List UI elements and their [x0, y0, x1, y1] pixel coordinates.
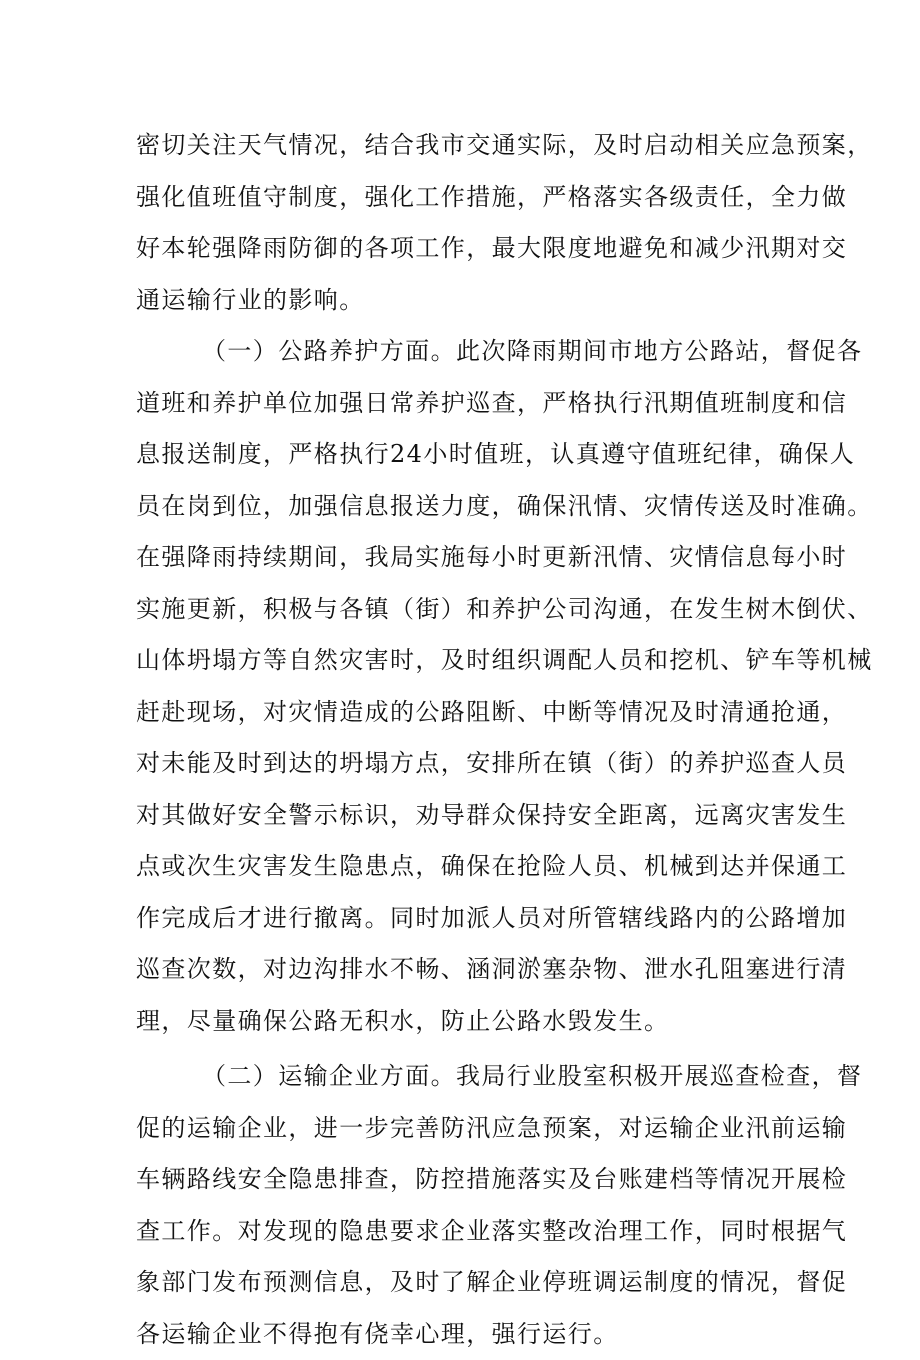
text-line: 各运输企业不得抱有侥幸心理，强行运行。	[136, 1309, 800, 1360]
text-line: 道班和养护单位加强日常养护巡查，严格执行汛期值班制度和信	[136, 378, 800, 430]
paragraph-road-maintenance	[136, 326, 800, 1047]
text-line: 对其做好安全警示标识，劝导群众保持安全距离，远离灾害发生	[136, 790, 800, 842]
text-line: 在强降雨持续期间，我局实施每小时更新汛情、灾情信息每小时	[136, 532, 800, 584]
text-line: 通运输行业的影响。	[136, 275, 800, 327]
text-line: 山体坍塌方等自然灾害时，及时组织调配人员和挖机、铲车等机械	[136, 635, 800, 687]
text-line: 理，尽量确保公路无积水，防止公路水毁发生。	[136, 996, 800, 1048]
text-line: 促的运输企业，进一步完善防汛应急预案，对运输企业汛前运输	[136, 1103, 800, 1155]
paragraph-transport-enterprises	[136, 1051, 800, 1360]
text-line: 实施更新，积极与各镇（街）和养护公司沟通，在发生树木倒伏、	[136, 584, 800, 636]
text-line: 员在岗到位，加强信息报送力度，确保汛情、灾情传送及时准确。	[136, 481, 800, 533]
document-body	[136, 120, 800, 1360]
text-line: 强化值班值守制度，强化工作措施，严格落实各级责任，全力做	[136, 172, 800, 224]
paragraph-intro	[136, 120, 800, 326]
text-line: 好本轮强降雨防御的各项工作，最大限度地避免和减少汛期对交	[136, 223, 800, 275]
text-line: 息报送制度，严格执行24小时值班，认真遵守值班纪律，确保人	[136, 429, 800, 481]
text-line: 作完成后才进行撤离。同时加派人员对所管辖线路内的公路增加	[136, 893, 800, 945]
text-line: 查工作。对发现的隐患要求企业落实整改治理工作，同时根据气	[136, 1206, 800, 1258]
text-line: 赶赴现场，对灾情造成的公路阻断、中断等情况及时清通抢通，	[136, 687, 800, 739]
text-line: 密切关注天气情况，结合我市交通实际，及时启动相关应急预案，	[136, 120, 800, 172]
text-line-first: （一）公路养护方面。此次降雨期间市地方公路站，督促各	[136, 326, 800, 378]
text-line: 点或次生灾害发生隐患点，确保在抢险人员、机械到达并保通工	[136, 841, 800, 893]
text-line: 巡查次数，对边沟排水不畅、涵洞淤塞杂物、泄水孔阻塞进行清	[136, 944, 800, 996]
text-line: 象部门发布预测信息，及时了解企业停班调运制度的情况，督促	[136, 1257, 800, 1309]
text-line: 对未能及时到达的坍塌方点，安排所在镇（街）的养护巡查人员	[136, 738, 800, 790]
text-line-first: （二）运输企业方面。我局行业股室积极开展巡查检查，督	[136, 1051, 800, 1103]
text-line: 车辆路线安全隐患排查，防控措施落实及台账建档等情况开展检	[136, 1154, 800, 1206]
